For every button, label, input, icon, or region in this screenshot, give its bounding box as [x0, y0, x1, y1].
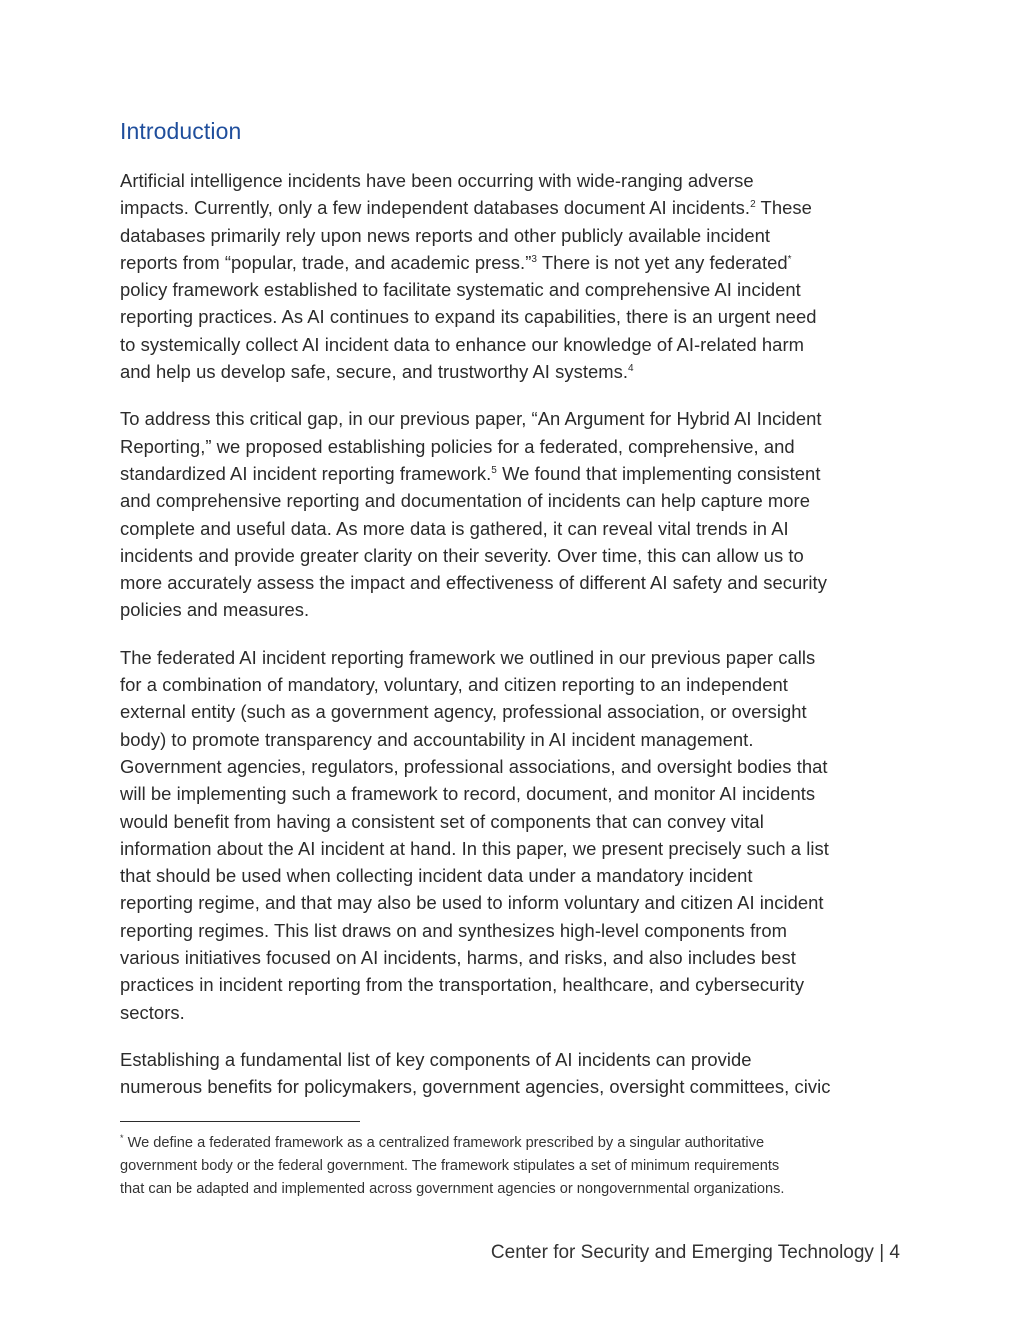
paragraph-line: policies and measures.: [120, 599, 310, 621]
paragraph-line: incidents and provide greater clarity on their severity. Over time, this can allow us to: [120, 544, 804, 566]
paragraph-line: numerous benefits for policymakers, government agencies, oversight committees, civic: [120, 1076, 831, 1098]
footnote-ref[interactable]: 2: [750, 199, 756, 211]
paragraph-line: standardized AI incident reporting framework.$^5$ We found that implementing consistent: [120, 462, 821, 484]
paragraph-line: databases primarily rely upon news reports and other publicly available incident: [120, 224, 771, 246]
paragraph-line: and comprehensive reporting and documentation of incidents can help capture more: [120, 490, 810, 512]
paragraph-line: Establishing a fundamental list of key components of AI incidents can provide: [120, 1048, 752, 1070]
section-title: Introduction: [120, 118, 242, 144]
footnote-ref[interactable]: 5: [491, 464, 497, 476]
footnote-line: * We define a federated framework as a centralized framework prescribed by a singular authoritative: [120, 1133, 765, 1151]
paragraph-line: complete and useful data. As more data is gathered, it can reveal vital trends in AI: [120, 517, 789, 539]
paragraph-line: to systemically collect AI incident data to enhance our knowledge of AI-related harm: [120, 333, 805, 355]
footnote-divider: [120, 1121, 360, 1122]
paragraph-2: [120, 405, 902, 623]
paragraph-3: [120, 644, 902, 1026]
paragraph-4: [120, 1046, 902, 1101]
footnote-ref[interactable]: 3: [531, 253, 537, 265]
footnote-ref[interactable]: 4: [628, 363, 634, 375]
page-body: [120, 118, 902, 1121]
paragraph-1: [120, 167, 902, 385]
paragraph-line: body) to promote transparency and accountability in AI incident management.: [120, 728, 754, 750]
paragraph-line: reports from “popular, trade, and academic press.”$^3$ There is not yet any federated*: [120, 251, 792, 273]
footnote-line: that can be adapted and implemented across government agencies or nongovernmental organizations.: [120, 1181, 785, 1197]
paragraph-line: and help us develop safe, secure, and trustworthy AI systems.$^4$: [120, 361, 634, 383]
paragraph-line: information about the AI incident at hand. In this paper, we present precisely such a list: [120, 837, 829, 859]
paragraph-line: The federated AI incident reporting framework we outlined in our previous paper calls: [120, 646, 816, 668]
paragraph-line: sectors.: [120, 1001, 185, 1023]
paragraph-line: would benefit from having a consistent set of components that can convey vital: [120, 810, 764, 832]
paragraph-line: Artificial intelligence incidents have been occurring with wide-ranging adverse: [120, 170, 754, 191]
paragraph-line: that should be used when collecting incident data under a mandatory incident: [120, 865, 753, 887]
footnote-line: government body or the federal government. The framework stipulates a set of minimum requirements: [120, 1158, 780, 1174]
paragraph-line: will be implementing such a framework to record, document, and monitor AI incidents: [120, 783, 816, 805]
paragraph-line: practices in incident reporting from the transportation, healthcare, and cybersecurity: [120, 974, 805, 996]
footnote-ref[interactable]: *: [787, 253, 792, 265]
paragraph-line: To address this critical gap, in our previous paper, “An Argument for Hybrid AI Incident: [120, 408, 822, 430]
paragraph-line: reporting regimes. This list draws on and synthesizes high-level components from: [120, 919, 788, 941]
paragraph-line: impacts. Currently, only a few independent databases document AI incidents.$^2$ These: [120, 197, 812, 219]
paragraph-line: various initiatives focused on AI incidents, harms, and risks, and also includes best: [120, 947, 796, 969]
footnote: [120, 1132, 900, 1201]
paragraph-line: reporting regime, and that may also be used to inform voluntary and citizen AI incident: [120, 892, 824, 914]
paragraph-line: external entity (such as a government agency, professional association, or oversight: [120, 701, 807, 723]
paragraph-line: reporting practices. As AI continues to expand its capabilities, there is an urgent need: [120, 306, 817, 328]
paragraph-line: for a combination of mandatory, voluntary, and citizen reporting to an independent: [120, 674, 788, 696]
paragraph-line: Government agencies, regulators, professional associations, and oversight bodies that: [120, 755, 828, 777]
footnote-marker: *: [120, 1133, 124, 1143]
paragraph-line: more accurately assess the impact and effectiveness of different AI safety and security: [120, 572, 827, 594]
page-footer: Center for Security and Emerging Technology | 4: [490, 1242, 900, 1263]
paragraph-line: Reporting,” we proposed establishing policies for a federated, comprehensive, and: [120, 435, 795, 457]
paragraph-line: policy framework established to facilitate systematic and comprehensive AI incident: [120, 279, 801, 301]
